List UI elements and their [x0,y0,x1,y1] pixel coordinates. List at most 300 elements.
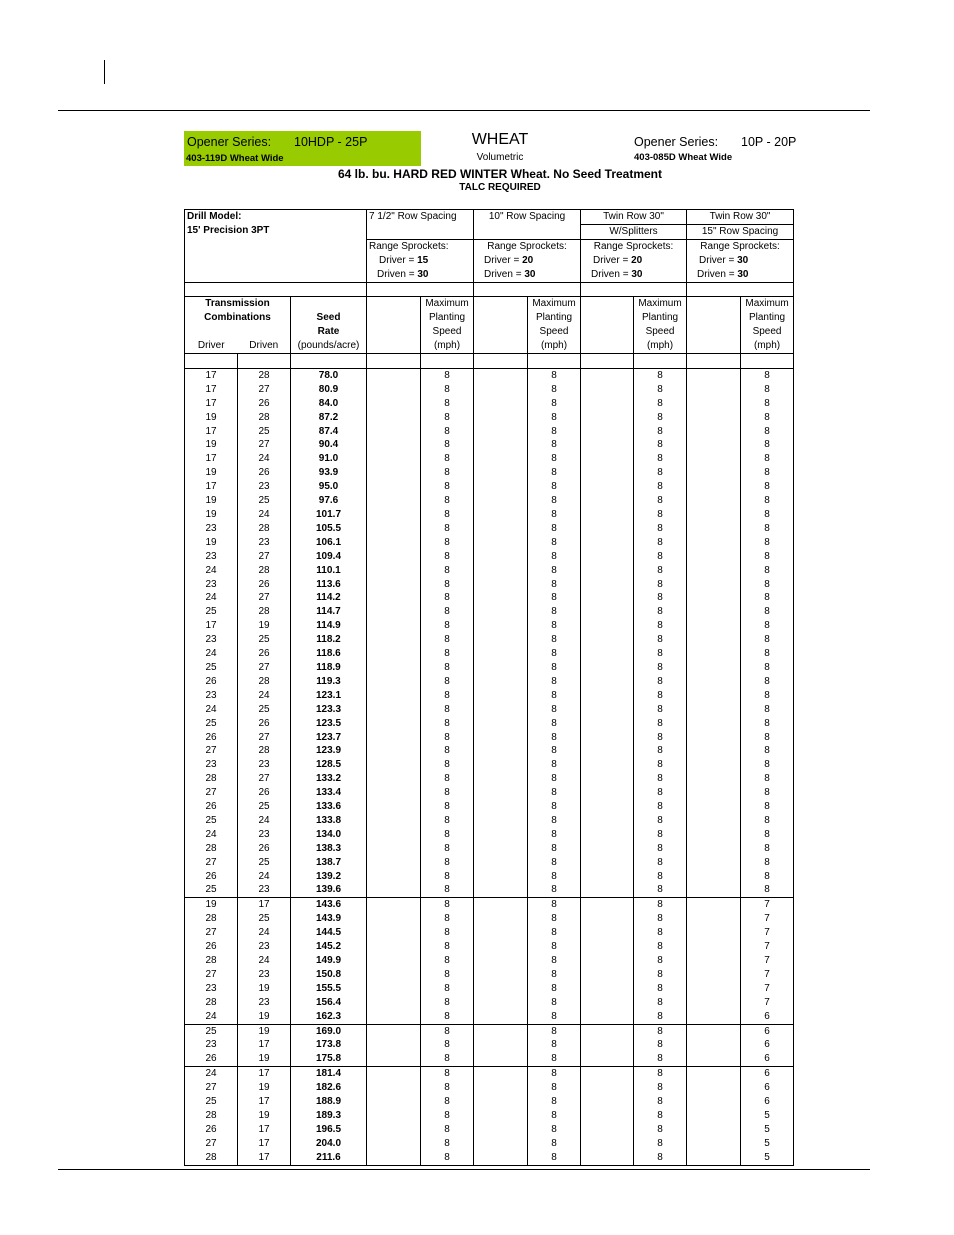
blank-cell [367,480,421,494]
speed-3-cell: 8 [634,940,687,954]
driven-cell: 26 [238,397,291,411]
speed-4-cell: 8 [741,814,794,828]
blank-cell [367,397,421,411]
blank-cell [367,1123,421,1137]
seed-rate-cell: 93.9 [291,466,367,480]
speed-2-cell: 8 [528,912,581,926]
blank-cell [474,940,528,954]
speed-2-cell: 8 [528,619,581,633]
blank-cell [581,758,634,772]
blank-cell [581,605,634,619]
speed-3-cell: 8 [634,411,687,425]
blank-cell [367,968,421,982]
seed-rate-cell: 123.9 [291,744,367,758]
crop-title: WHEAT [471,131,529,148]
driver-cell: 28 [185,912,238,926]
speed-2-cell: 8 [528,1038,581,1052]
seed-rate-cell: 119.3 [291,675,367,689]
table-row [185,703,794,717]
blank-cell [581,800,634,814]
speed-4-cell: 8 [741,397,794,411]
blank-cell [474,954,528,968]
speed-4-cell: 8 [741,564,794,578]
blank-cell [367,425,421,439]
speed-2-cell: 8 [528,898,581,912]
driver-sprocket-4: Driver = 30 [687,254,794,268]
table-row [185,633,794,647]
speed-2-cell: 8 [528,633,581,647]
speed-1-cell: 8 [421,1123,474,1137]
blank-cell [367,1081,421,1095]
blank-cell [581,926,634,940]
driver-sprocket-1: Driver = 15 [367,254,474,268]
blank-cell [474,800,528,814]
range-sprockets-4: Range Sprockets: [687,239,794,253]
blank-cell [687,536,741,550]
driver-cell: 19 [185,466,238,480]
speed-1-cell: 8 [421,550,474,564]
blank-cell [687,661,741,675]
blank-cell [581,591,634,605]
blank-cell [367,940,421,954]
blank-cell [687,856,741,870]
blank-cell [581,1038,634,1052]
speed-1-cell: 8 [421,564,474,578]
speed-4-cell: 8 [741,368,794,382]
blank-cell [687,564,741,578]
driven-cell: 25 [238,494,291,508]
blank-cell [687,926,741,940]
seed-rate-cell: 87.4 [291,425,367,439]
speed-1-cell: 8 [421,842,474,856]
seed-rate-header: Seed Rate (pounds/acre) [291,297,367,354]
speed-1-cell: 8 [421,940,474,954]
blank-cell [581,1095,634,1109]
seed-rate-cell: 90.4 [291,438,367,452]
range-sprockets-1: Range Sprockets: [367,239,474,253]
seed-rate-cell: 123.7 [291,731,367,745]
seed-rate-cell: 173.8 [291,1038,367,1052]
driver-cell: 17 [185,383,238,397]
table-row [185,758,794,772]
driven-sprocket-1: Driven = 30 [367,268,474,282]
blank-cell [687,1123,741,1137]
driven-cell: 26 [238,717,291,731]
max-speed-header-1: Maximum Planting Speed (mph) [421,297,474,354]
speed-1-cell: 8 [421,814,474,828]
driver-cell: 25 [185,883,238,897]
speed-1-cell: 8 [421,1137,474,1151]
blank-cell [367,828,421,842]
driven-cell: 28 [238,522,291,536]
blank-cell [581,368,634,382]
driven-cell: 28 [238,744,291,758]
speed-4-cell: 8 [741,870,794,884]
blank-cell [367,1151,421,1165]
speed-4-cell: 6 [741,1081,794,1095]
driver-cell: 27 [185,1137,238,1151]
seed-rate-cell: 87.2 [291,411,367,425]
speed-4-cell: 8 [741,703,794,717]
driven-cell: 17 [238,1123,291,1137]
seed-rate-cell: 114.9 [291,619,367,633]
blank-cell [367,438,421,452]
speed-1-cell: 8 [421,411,474,425]
blank-cell [687,717,741,731]
driver-cell: 19 [185,438,238,452]
blank-cell [474,480,528,494]
table-row [185,731,794,745]
speed-4-cell: 7 [741,982,794,996]
speed-1-cell: 8 [421,828,474,842]
driven-cell: 25 [238,800,291,814]
speed-2-cell: 8 [528,1151,581,1165]
speed-3-cell: 8 [634,591,687,605]
speed-2-cell: 8 [528,883,581,897]
blank-cell [581,1010,634,1024]
blank-cell [474,1067,528,1081]
blank-cell [687,912,741,926]
table-row [185,508,794,522]
table-row [185,1123,794,1137]
speed-3-cell: 8 [634,550,687,564]
speed-2-cell: 8 [528,828,581,842]
speed-2-cell: 8 [528,1052,581,1066]
speed-3-cell: 8 [634,883,687,897]
table-row [185,647,794,661]
speed-4-cell: 8 [741,480,794,494]
speed-4-cell: 8 [741,717,794,731]
speed-3-cell: 8 [634,578,687,592]
speed-1-cell: 8 [421,1067,474,1081]
speed-3-cell: 8 [634,425,687,439]
table-row [185,550,794,564]
driven-cell: 26 [238,786,291,800]
speed-3-cell: 8 [634,982,687,996]
seed-rate-cell: 106.1 [291,536,367,550]
blank-cell [581,1137,634,1151]
seed-rate-cell: 139.2 [291,870,367,884]
blank-cell [581,1109,634,1123]
speed-4-cell: 8 [741,591,794,605]
blank-cell [367,786,421,800]
driven-cell: 28 [238,564,291,578]
speed-4-cell: 8 [741,452,794,466]
blank-cell [687,466,741,480]
blank-cell [581,550,634,564]
blank-cell [367,1109,421,1123]
speed-2-cell: 8 [528,564,581,578]
speed-2-cell: 8 [528,940,581,954]
speed-4-cell: 5 [741,1109,794,1123]
seed-rate-cell: 204.0 [291,1137,367,1151]
blank-cell [581,397,634,411]
table-row [185,828,794,842]
driver-sprocket-2: Driver = 20 [474,254,581,268]
table-row [185,912,794,926]
blank-cell [581,786,634,800]
seed-rate-cell: 188.9 [291,1095,367,1109]
blank-cell [581,1123,634,1137]
table-row [185,856,794,870]
speed-3-cell: 8 [634,1095,687,1109]
driven-cell: 19 [238,1024,291,1038]
speed-1-cell: 8 [421,912,474,926]
driven-cell: 24 [238,870,291,884]
driven-cell: 28 [238,368,291,382]
speed-2-cell: 8 [528,661,581,675]
speed-3-cell: 8 [634,968,687,982]
driver-cell: 28 [185,842,238,856]
speed-2-cell: 8 [528,494,581,508]
speed-3-cell: 8 [634,522,687,536]
driver-col-header: Driver [197,340,225,352]
blank-cell [687,425,741,439]
blank-cell [474,731,528,745]
table-row [185,452,794,466]
driven-cell: 19 [238,1109,291,1123]
speed-4-cell: 8 [741,383,794,397]
speed-4-cell: 8 [741,883,794,897]
blank-cell [474,411,528,425]
speed-3-cell: 8 [634,814,687,828]
speed-2-cell: 8 [528,1123,581,1137]
driven-cell: 23 [238,758,291,772]
transmission-header: Transmission Combinations Driver Driven [185,297,291,354]
drill-model-value: 15' Precision 3PT [187,224,270,236]
speed-1-cell: 8 [421,368,474,382]
speed-1-cell: 8 [421,1095,474,1109]
spacing-4-title: Twin Row 30" [687,210,794,225]
seed-rate-cell: 144.5 [291,926,367,940]
blank-cell [581,564,634,578]
seed-rate-cell: 138.3 [291,842,367,856]
blank-cell [581,772,634,786]
speed-4-cell: 6 [741,1024,794,1038]
driven-cell: 17 [238,1137,291,1151]
blank-cell [687,786,741,800]
blank-cell [581,744,634,758]
driver-cell: 25 [185,1024,238,1038]
blank-cell [367,591,421,605]
blank-cell [474,675,528,689]
blank-cell [581,675,634,689]
driven-cell: 23 [238,883,291,897]
blank-cell [687,383,741,397]
driver-cell: 24 [185,647,238,661]
driver-cell: 24 [185,591,238,605]
driven-cell: 17 [238,1095,291,1109]
blank-cell [581,940,634,954]
speed-2-cell: 8 [528,508,581,522]
speed-3-cell: 8 [634,647,687,661]
blank-cell [687,828,741,842]
driver-cell: 23 [185,633,238,647]
table-row [185,744,794,758]
speed-1-cell: 8 [421,578,474,592]
speed-1-cell: 8 [421,1081,474,1095]
seed-rate-cell: 123.1 [291,689,367,703]
driver-cell: 27 [185,968,238,982]
blank-cell [367,870,421,884]
seed-rate-cell: 114.2 [291,591,367,605]
driven-cell: 28 [238,605,291,619]
blank-cell [474,536,528,550]
blank-cell [687,452,741,466]
speed-2-cell: 8 [528,758,581,772]
table-row [185,397,794,411]
speed-2-cell: 8 [528,800,581,814]
speed-2-cell: 8 [528,1109,581,1123]
seed-rate-cell: 128.5 [291,758,367,772]
blank-cell [581,883,634,897]
speed-2-cell: 8 [528,926,581,940]
seed-rate-cell: 80.9 [291,383,367,397]
driver-cell: 23 [185,758,238,772]
blank-cell [367,772,421,786]
drill-model-cell [185,210,367,283]
speed-1-cell: 8 [421,968,474,982]
table-row [185,982,794,996]
speed-2-cell: 8 [528,675,581,689]
speed-1-cell: 8 [421,647,474,661]
driver-cell: 17 [185,480,238,494]
speed-2-cell: 8 [528,842,581,856]
speed-4-cell: 6 [741,1052,794,1066]
blank-cell [367,1024,421,1038]
seed-rate-cell: 196.5 [291,1123,367,1137]
blank-cell [687,968,741,982]
blank-cell [687,1038,741,1052]
blank-cell [581,954,634,968]
speed-1-cell: 8 [421,438,474,452]
blank-cell [581,814,634,828]
blank-cell [367,898,421,912]
blank-cell [687,1137,741,1151]
blank-cell [687,438,741,452]
speed-3-cell: 8 [634,383,687,397]
speed-2-cell: 8 [528,731,581,745]
blank-cell [367,800,421,814]
blank-cell [474,1010,528,1024]
driver-cell: 17 [185,619,238,633]
speed-1-cell: 8 [421,522,474,536]
speed-2-cell: 8 [528,772,581,786]
right-series-label: Opener Series: [634,135,719,149]
speed-2-cell: 8 [528,703,581,717]
seed-rate-table [184,209,794,1166]
table-row [185,954,794,968]
seed-rate-cell: 145.2 [291,940,367,954]
blank-cell [367,466,421,480]
blank-cell [687,508,741,522]
table-row [185,383,794,397]
driver-cell: 23 [185,1038,238,1052]
table-row [185,438,794,452]
blank-cell [581,619,634,633]
blank-cell [474,870,528,884]
driven-cell: 25 [238,912,291,926]
speed-1-cell: 8 [421,508,474,522]
driven-cell: 28 [238,411,291,425]
table-row [185,675,794,689]
blank-cell [474,828,528,842]
speed-4-cell: 7 [741,996,794,1010]
driver-cell: 25 [185,1095,238,1109]
blank-cell [367,731,421,745]
blank-cell [474,926,528,940]
blank-cell [367,1137,421,1151]
seed-rate-cell: 143.9 [291,912,367,926]
table-row [185,717,794,731]
speed-1-cell: 8 [421,536,474,550]
driven-cell: 19 [238,1052,291,1066]
speed-1-cell: 8 [421,1038,474,1052]
driven-cell: 26 [238,647,291,661]
blank-cell [367,1010,421,1024]
blank-cell [687,758,741,772]
blank-cell [474,898,528,912]
speed-1-cell: 8 [421,494,474,508]
speed-4-cell: 8 [741,425,794,439]
seed-rate-rows [185,368,794,1165]
blank-cell [474,508,528,522]
left-opener-series-box [184,131,421,166]
blank-cell [687,1052,741,1066]
speed-2-cell: 8 [528,1010,581,1024]
blank-cell [474,717,528,731]
blank-cell [687,883,741,897]
speed-3-cell: 8 [634,508,687,522]
speed-2-cell: 8 [528,591,581,605]
blank-cell [581,842,634,856]
speed-1-cell: 8 [421,1024,474,1038]
blank-cell [581,508,634,522]
blank-cell [474,912,528,926]
blank-cell [581,968,634,982]
blank-cell [367,661,421,675]
blank-cell [474,633,528,647]
blank-cell [367,689,421,703]
speed-3-cell: 8 [634,828,687,842]
speed-2-cell: 8 [528,411,581,425]
speed-1-cell: 8 [421,425,474,439]
driver-cell: 23 [185,689,238,703]
blank-cell [474,619,528,633]
speed-3-cell: 8 [634,1151,687,1165]
seed-rate-cell: 123.5 [291,717,367,731]
table-row [185,494,794,508]
seed-rate-cell: 149.9 [291,954,367,968]
driven-cell: 23 [238,480,291,494]
blank-cell [367,1067,421,1081]
table-row [185,522,794,536]
blank-cell [367,912,421,926]
table-row [185,1024,794,1038]
speed-1-cell: 8 [421,758,474,772]
driver-cell: 19 [185,898,238,912]
speed-3-cell: 8 [634,703,687,717]
speed-2-cell: 8 [528,452,581,466]
seed-rate-cell: 114.7 [291,605,367,619]
blank-cell [474,494,528,508]
speed-2-cell: 8 [528,578,581,592]
blank-cell [367,619,421,633]
blank-cell [581,1151,634,1165]
speed-4-cell: 8 [741,578,794,592]
speed-3-cell: 8 [634,731,687,745]
blank-cell [474,397,528,411]
